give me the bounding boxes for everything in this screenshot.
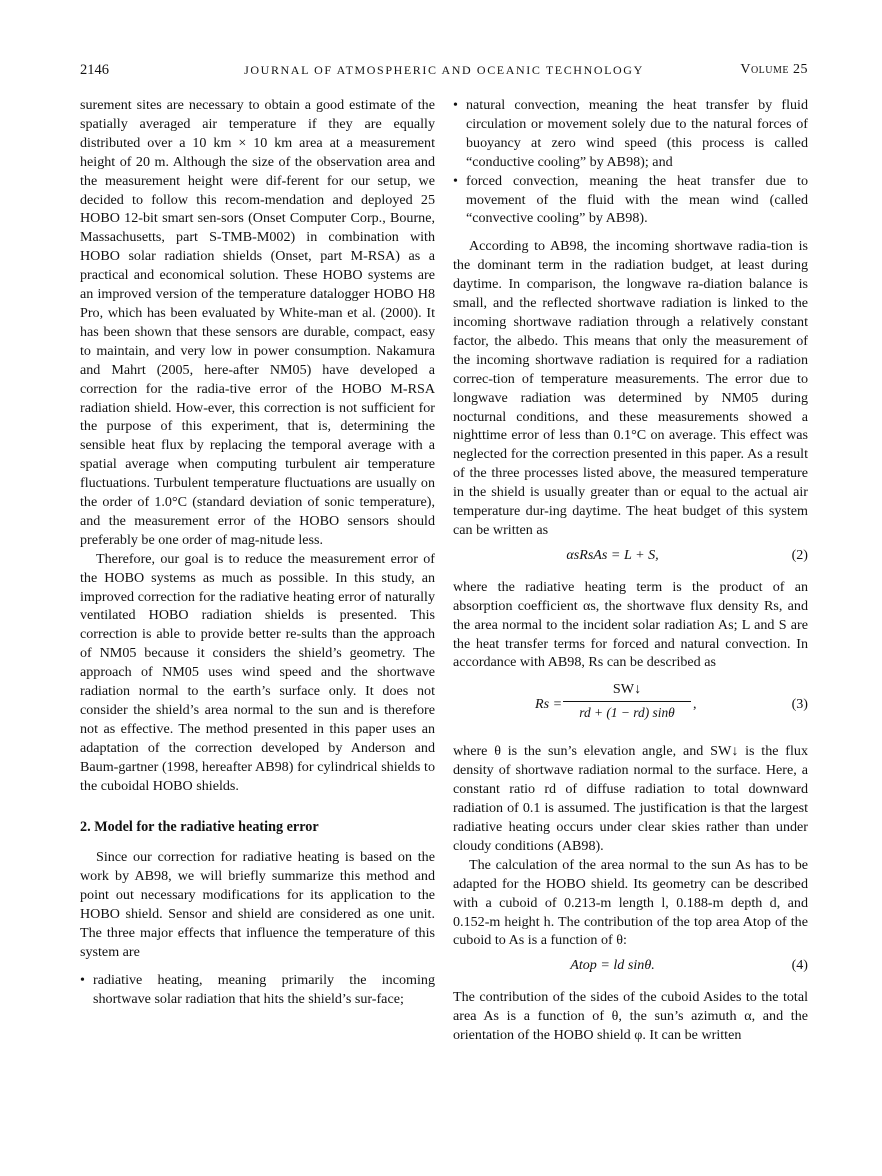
equation-number: (2): [791, 546, 808, 563]
paragraph-goal: Therefore, our goal is to reduce the measurement error of the HOBO systems as much as possible. In this study, an improved correction for the radiative heating error of naturally ventilated HOBO radiation shields is presented. This correction is able to provide better re-sults than the approach of NM05 because it considers the shield’s geometry. The approach of NM05 uses wind speed and the shortwave radiation normal to the earth’s surface only. It does not consider the shield’s area normal to the sun and is therefore not as effective. The method presented in this paper uses an adaptation of the correction developed by Anderson and Baum-gartner (1998, hereafter AB98) for cylindrical shields to the cuboidal HOBO shields.: [80, 550, 435, 794]
paragraph-continued: surement sites are necessary to obtain a good estimate of the spatially averaged air temperature if they are equally distributed over a 10 km × 10 km area at a measurement height of 20 m. Although the size of the observation area and the measurement height were dif-ferent for our setup, we decided to follow this recom-mendation and deployed 25 HOBO 12-bit smart sen-sors (Onset Computer Corp., Bourne, Massachusetts, part S-TMB-M002) in combination with HOBO solar radiation shields (Onset, part M-RSA) as a practical and economical solution. These HOBO systems are an improved version of the temperature datalogger HOBO H8 Pro, which has been evaluated by White-man et al. (2000). It has been shown that these sensors are durable, compact, easy to maintain, and very low in power consumption. Nakamura and Mahrt (2005, here-after NM05) have developed a correction for the radia-tive error of the HOBO M-RSA radiation shield. How-ever, this correction is not sufficient for the purpose of this experiment, that is, determining the sensible heat flux by replacing the temporal average with a spatial average when computing turbulent air temperature fluctuations. Turbulent temperature fluctuations are usually on the order of 1.0°C (standard deviation of sonic temperature), and the measurement error of the HOBO sensors should preferably be one order of mag-nitude less.: [80, 97, 435, 548]
fraction-denominator: rd + (1 − rd) sinθ: [579, 705, 675, 721]
running-header: [80, 62, 808, 84]
bullet-icon: •: [453, 172, 458, 189]
equation-number: (3): [791, 696, 808, 713]
equation-body: Atop = ld sinθ.: [570, 957, 655, 974]
bullet-icon: •: [453, 97, 458, 113]
paragraph-radiation: According to AB98, the incoming shortwave radia-tion is the dominant term in the radiation budget, at least during daytime. In comparison, the longwave ra-diation balance is small, and the reflected shortwave radiation is linked to the incoming shortwave radiation through a relatively constant factor, the albedo. This means that only the measurement of the incoming shortwave radiation is required for a radiation correc-tion of temperature measurements. The error due to longwave radiation was determined by NM05 during nocturnal conditions, and these measurements showed a nighttime error of less than 0.1°C on average. This effect was neglected for the correction presented in this paper. As a result of the three processes listed above, the measured temperature in the shield is usually greater than or equal to the actual air temperature dur-ing daytime. The heat budget of this system can be written as: [453, 238, 808, 538]
equation-3: [453, 680, 808, 732]
paragraph-area: The calculation of the area normal to the sun As has to be adapted for the HOBO shield. Its geometry can be described with a cuboid of 0.213-m length l, 0.188-m depth d, and 0.152-m height h. The contribution of the top area Atop of the cuboid to As is a function of θ:: [453, 856, 808, 949]
paragraph-sides: The contribution of the sides of the cuboid Asides to the total area As is a function of θ, the sun’s azimuth α, and the orientation of the HOBO shield φ. It can be written: [453, 989, 808, 1044]
fraction-numerator: SW↓: [563, 680, 691, 702]
section-heading: 2. Model for the radiative heating error: [80, 818, 319, 835]
equation-2: [453, 546, 808, 572]
equation-number: (4): [791, 957, 808, 974]
volume-label: Volume 25: [740, 62, 808, 77]
page-number: 2146: [80, 62, 109, 78]
paragraph-elevation: where θ is the sun’s elevation angle, and SW↓ is the flux density of shortwave radiation normal to the surface. Here, a constant ratio rd of diffuse radiation to total downward radiation of 0.1 is assumed. The justification is that the largest radiative heating occurs under clear skies rather than under cloudy conditions (AB98).: [453, 743, 808, 854]
list-item: • radiative heating, meaning primarily the incoming shortwave solar radiation that hits the shield’s sur-face;: [80, 971, 435, 1007]
effects-list-continued: [453, 96, 808, 228]
equation-comma: ,: [693, 696, 697, 713]
fraction: [563, 680, 691, 723]
left-column: [80, 96, 435, 1009]
equation-4: [453, 956, 808, 982]
paragraph-model-intro: Since our correction for radiative heating is based on the work by AB98, we will briefly summarize this method and point out necessary modifications for its application to the HOBO shield. Sensor and shield are considered as one unit. The three major effects that influence the temperature of this system are: [80, 849, 435, 960]
list-item: • natural convection, meaning the heat transfer by fluid circulation or movement solely due to the natural forces of buoyancy at zero wind speed (this process is called “conductive cooling” by AB98); and: [453, 97, 808, 170]
paragraph-heating-term: where the radiative heating term is the product of an absorption coefficient αs, the shortwave flux density Rs, and the area normal to the incident solar radiation As; L and S are the heat transfer terms for forced and natural convection. In accordance with AB98, Rs can be described as: [453, 578, 808, 671]
equation-lhs: Rs =: [535, 696, 563, 713]
bullet-icon: •: [80, 971, 85, 988]
list-item: • forced convection, meaning the heat transfer due to movement of the fluid with the mean wind (called “convective cooling” by AB98).: [453, 172, 808, 227]
equation-body: αsRsAs = L + S,: [566, 546, 659, 563]
journal-title: JOURNAL OF ATMOSPHERIC AND OCEANIC TECHNOLOGY: [244, 63, 644, 77]
right-column: [453, 96, 808, 1045]
effects-list: [80, 971, 435, 1009]
